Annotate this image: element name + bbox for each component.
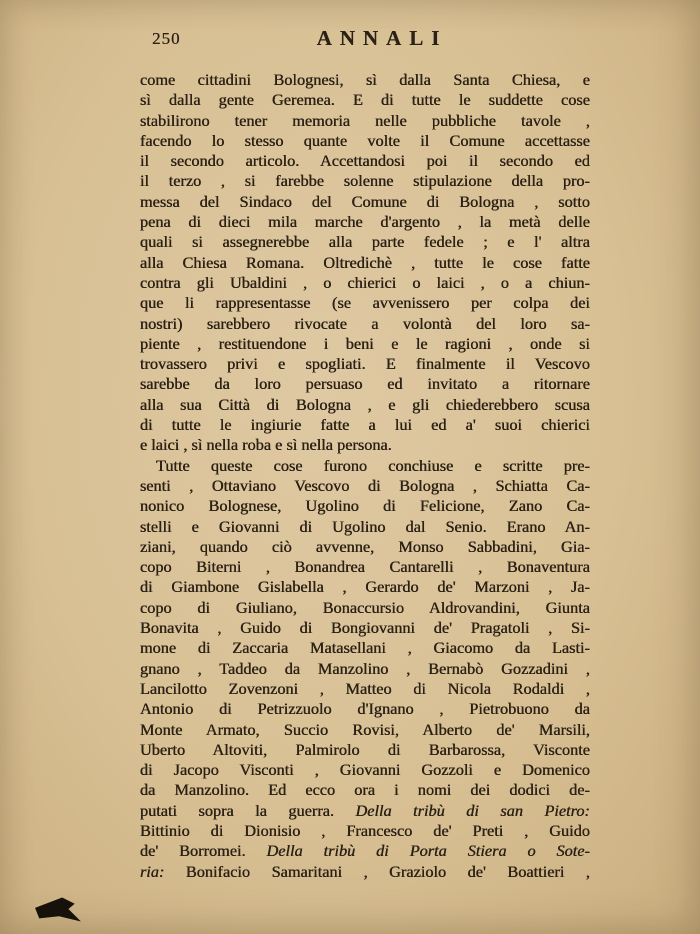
text-line: Bonavita , Guido di Bongiovanni de' Pragatoli , Si- (140, 618, 590, 638)
text-line: nonico Bolognese, Ugolino di Felicione, Zano Ca- (140, 496, 590, 516)
text-line: facendo lo stesso quante volte il Comune accettasse (140, 130, 590, 150)
text-line: quali si assegnerebbe alla parte fedele ; e l' altra (140, 232, 590, 252)
text-line: il terzo , si farebbe solenne stipulazione della pro- (140, 171, 590, 191)
text-line: Tutte queste cose furono conchiuse e scritte pre- (156, 455, 590, 475)
text-line: il secondo articolo. Accettandosi poi il secondo ed (140, 151, 590, 171)
text-line: mone di Zaccaria Matasellani , Giacomo da Lasti- (140, 638, 590, 658)
text-line: sì dalla gente Geremea. E di tutte le suddette cose (140, 90, 590, 110)
text-line: e laici , sì nella roba e sì nella persona. (140, 435, 392, 455)
text-line: sarebbe da loro persuaso ed invitato a ritornare (140, 374, 590, 394)
text-line: Antonio di Petrizzuolo d'Ignano , Pietrobuono da (140, 699, 590, 719)
text-line: putati sopra la guerra. Della tribù di san Pietro: (140, 800, 590, 820)
text-line: senti , Ottaviano Vescovo di Bologna , Schiatta Ca- (140, 475, 590, 495)
text-line: Monte Armato, Succio Rovisi, Alberto de' Marsili, (140, 719, 590, 739)
text-line: di Jacopo Visconti , Giovanni Gozzoli e Domenico (140, 760, 590, 780)
text-line: Lancilotto Zovenzoni , Matteo di Nicola Rodaldi , (140, 678, 590, 698)
text-line: di tutte le ingiurie fatte a lui ed a' suoi chierici (140, 415, 590, 435)
text-line: da Manzolino. Ed ecco ora i nomi dei dodici de- (140, 780, 590, 800)
page-number: 250 (152, 29, 181, 48)
ink-blot (34, 896, 82, 924)
text-line: stabilirono tener memoria nelle pubbliche tavole , (140, 110, 590, 130)
text-line: copo Biterni , Bonandrea Cantarelli , Bonaventura (140, 557, 590, 577)
page-header (140, 26, 588, 51)
text-line: Uberto Altoviti, Palmirolo di Barbarossa, Visconte (140, 739, 590, 759)
running-title: ANNALI (316, 26, 448, 50)
text-line: ria: Bonifacio Samaritani , Graziolo de' Boattieri , (140, 861, 590, 881)
text-line: pena di dieci mila marche d'argento , la metà delle (140, 212, 590, 232)
text-line: stelli e Giovanni di Ugolino dal Senio. Erano An- (140, 516, 590, 536)
text-block (140, 70, 590, 882)
text-line: gnano , Taddeo da Manzolino , Bernabò Gozzadini , (140, 658, 590, 678)
text-line: nostri) sarebbero rivocate a volontà del loro sa- (140, 313, 590, 333)
text-line: ziani, quando ciò avvenne, Monso Sabbadini, Gia- (140, 536, 590, 556)
text-line: trovassero privi e spogliati. E finalmente il Vescovo (140, 354, 590, 374)
text-line: alla sua Città di Bologna , e gli chiederebbero scusa (140, 394, 590, 414)
text-line: alla Chiesa Romana. Oltredichè , tutte le cose fatte (140, 252, 590, 272)
text-line: Bittinio di Dionisio , Francesco de' Preti , Guido (140, 820, 590, 840)
text-line: come cittadini Bolognesi, sì dalla Santa Chiesa, e (140, 70, 590, 89)
text-line: messa del Sindaco del Comune di Bologna , sotto (140, 191, 590, 211)
text-line: contra gli Ubaldini , o chierici o laici , o a chiun- (140, 272, 590, 292)
text-line: copo di Giuliano, Bonaccursio Aldrovandini, Giunta (140, 597, 590, 617)
text-line: de' Borromei. Della tribù di Porta Stiera o Sote- (140, 841, 590, 861)
text-line: que li rappresentasse (se avvenissero per colpa dei (140, 293, 590, 313)
text-line: piente , restituendone i beni e le ragioni , onde si (140, 333, 590, 353)
text-line: di Giambone Gislabella , Gerardo de' Marzoni , Ja- (140, 577, 590, 597)
